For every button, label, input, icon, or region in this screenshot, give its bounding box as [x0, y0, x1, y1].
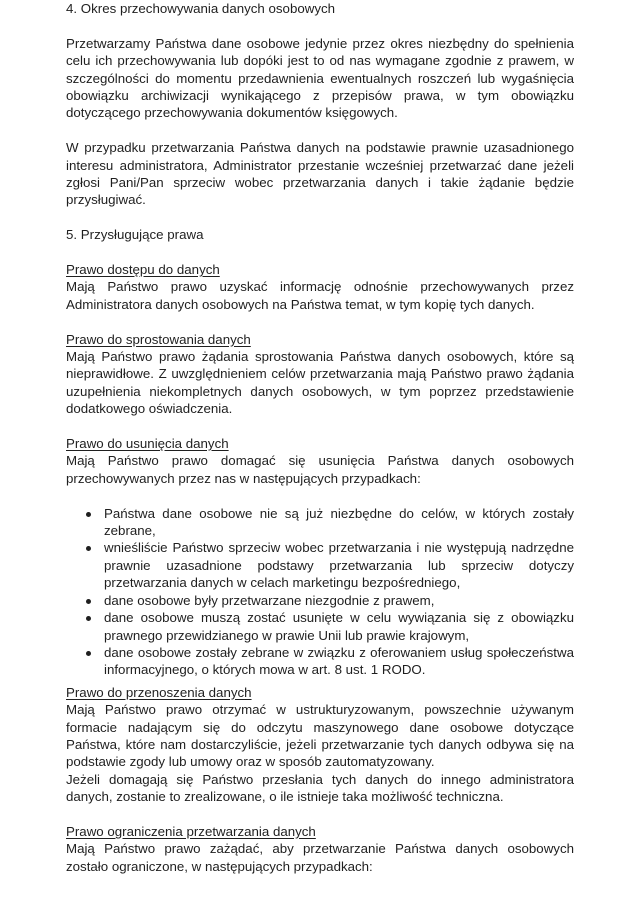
right-access-text: Mają Państwo prawo uzyskać informację odnośnie przechowywanych przez Administratora danych osobowych na Państwa temat, w tym kopię tych danych.: [66, 279, 574, 312]
list-item: dane osobowe były przetwarzane niezgodnie z prawem,: [66, 592, 574, 609]
erasure-cases-list: [66, 505, 574, 679]
right-restriction-text: Mają Państwo prawo zażądać, aby przetwarzanie Państwa danych osobowych zostało ograniczone, w następujących przypadkach:: [66, 841, 574, 874]
right-erasure-text: Mają Państwo prawo domagać się usunięcia Państwa danych osobowych przechowywanych przez nas w następujących przypadkach:: [66, 453, 574, 486]
document-page: [66, 0, 574, 875]
right-access-heading: Prawo dostępu do danych: [66, 262, 220, 278]
right-erasure-heading: Prawo do usunięcia danych: [66, 436, 229, 452]
right-rectification-text: Mają Państwo prawo żądania sprostowania Państwa danych osobowych, które są nieprawidłowe. Z uwzględnieniem celów przetwarzania mają Państwo prawo żądania uzupełnienia niekompletnych danych osobowych, w tym poprzez przedstawienie dodatkowego oświadczenia.: [66, 349, 574, 417]
right-portability-text-2: Jeżeli domagają się Państwo przesłania tych danych do innego administratora danych, zostanie to zrealizowane, o ile istnieje taka możliwość techniczna.: [66, 771, 574, 805]
right-rectification-heading: Prawo do sprostowania danych: [66, 331, 251, 347]
list-item: dane osobowe muszą zostać usunięte w celu wywiązania się z obowiązku prawnego przewidzianego w prawie Unii lub prawie krajowym,: [66, 609, 574, 644]
section-5-title: 5. Przysługujące prawa: [66, 227, 204, 243]
right-restriction-heading: Prawo ograniczenia przetwarzania danych: [66, 823, 316, 839]
list-item: Państwa dane osobowe nie są już niezbędne do celów, w których zostały zebrane,: [66, 505, 574, 540]
section-4-paragraph-1: Przetwarzamy Państwa dane osobowe jedynie przez okres niezbędny do spełnienia celu ich przechowywania lub dopóki jest to od nas wymagane zgodnie z prawem, w szczególności do momentu przedawnienia ewentualnych roszczeń lub wygaśnięcia obowiązku archiwizacji wynikającego z przepisów prawa, w tym obowiązku dotyczącego przechowywania dokumentów księgowych.: [66, 35, 574, 121]
section-4-paragraph-2: W przypadku przetwarzania Państwa danych na podstawie prawnie uzasadnionego interesu administratora, Administrator przestanie wcześniej przetwarzać dane jeżeli zgłosi Pani/Pan sprzeciw wobec przetwarzania danych i takie żądanie będzie przysługiwać.: [66, 140, 574, 208]
section-4-title: 4. Okres przechowywania danych osobowych: [66, 1, 336, 16]
list-item: dane osobowe zostały zebrane w związku z oferowaniem usług społeczeństwa informacyjnego, o których mowa w art. 8 ust. 1 RODO.: [66, 644, 574, 679]
right-portability-heading: Prawo do przenoszenia danych: [66, 684, 252, 700]
list-item: wnieśliście Państwo sprzeciw wobec przetwarzania i nie występują nadrzędne prawnie uzasadnione podstawy przetwarzania lub sprzeciw dotyczy przetwarzania danych w celach marketingu bezpośredniego,: [66, 539, 574, 591]
right-portability-text: Mają Państwo prawo otrzymać w ustrukturyzowanym, powszechnie używanym formacie nadającym się do odczytu maszynowego dane osobowe dotyczące Państwa, które nam dostarczyliście, jeżeli przetwarzanie tych danych odbywa się na podstawie zgody lub umowy oraz w sposób zautomatyzowany.: [66, 702, 574, 770]
